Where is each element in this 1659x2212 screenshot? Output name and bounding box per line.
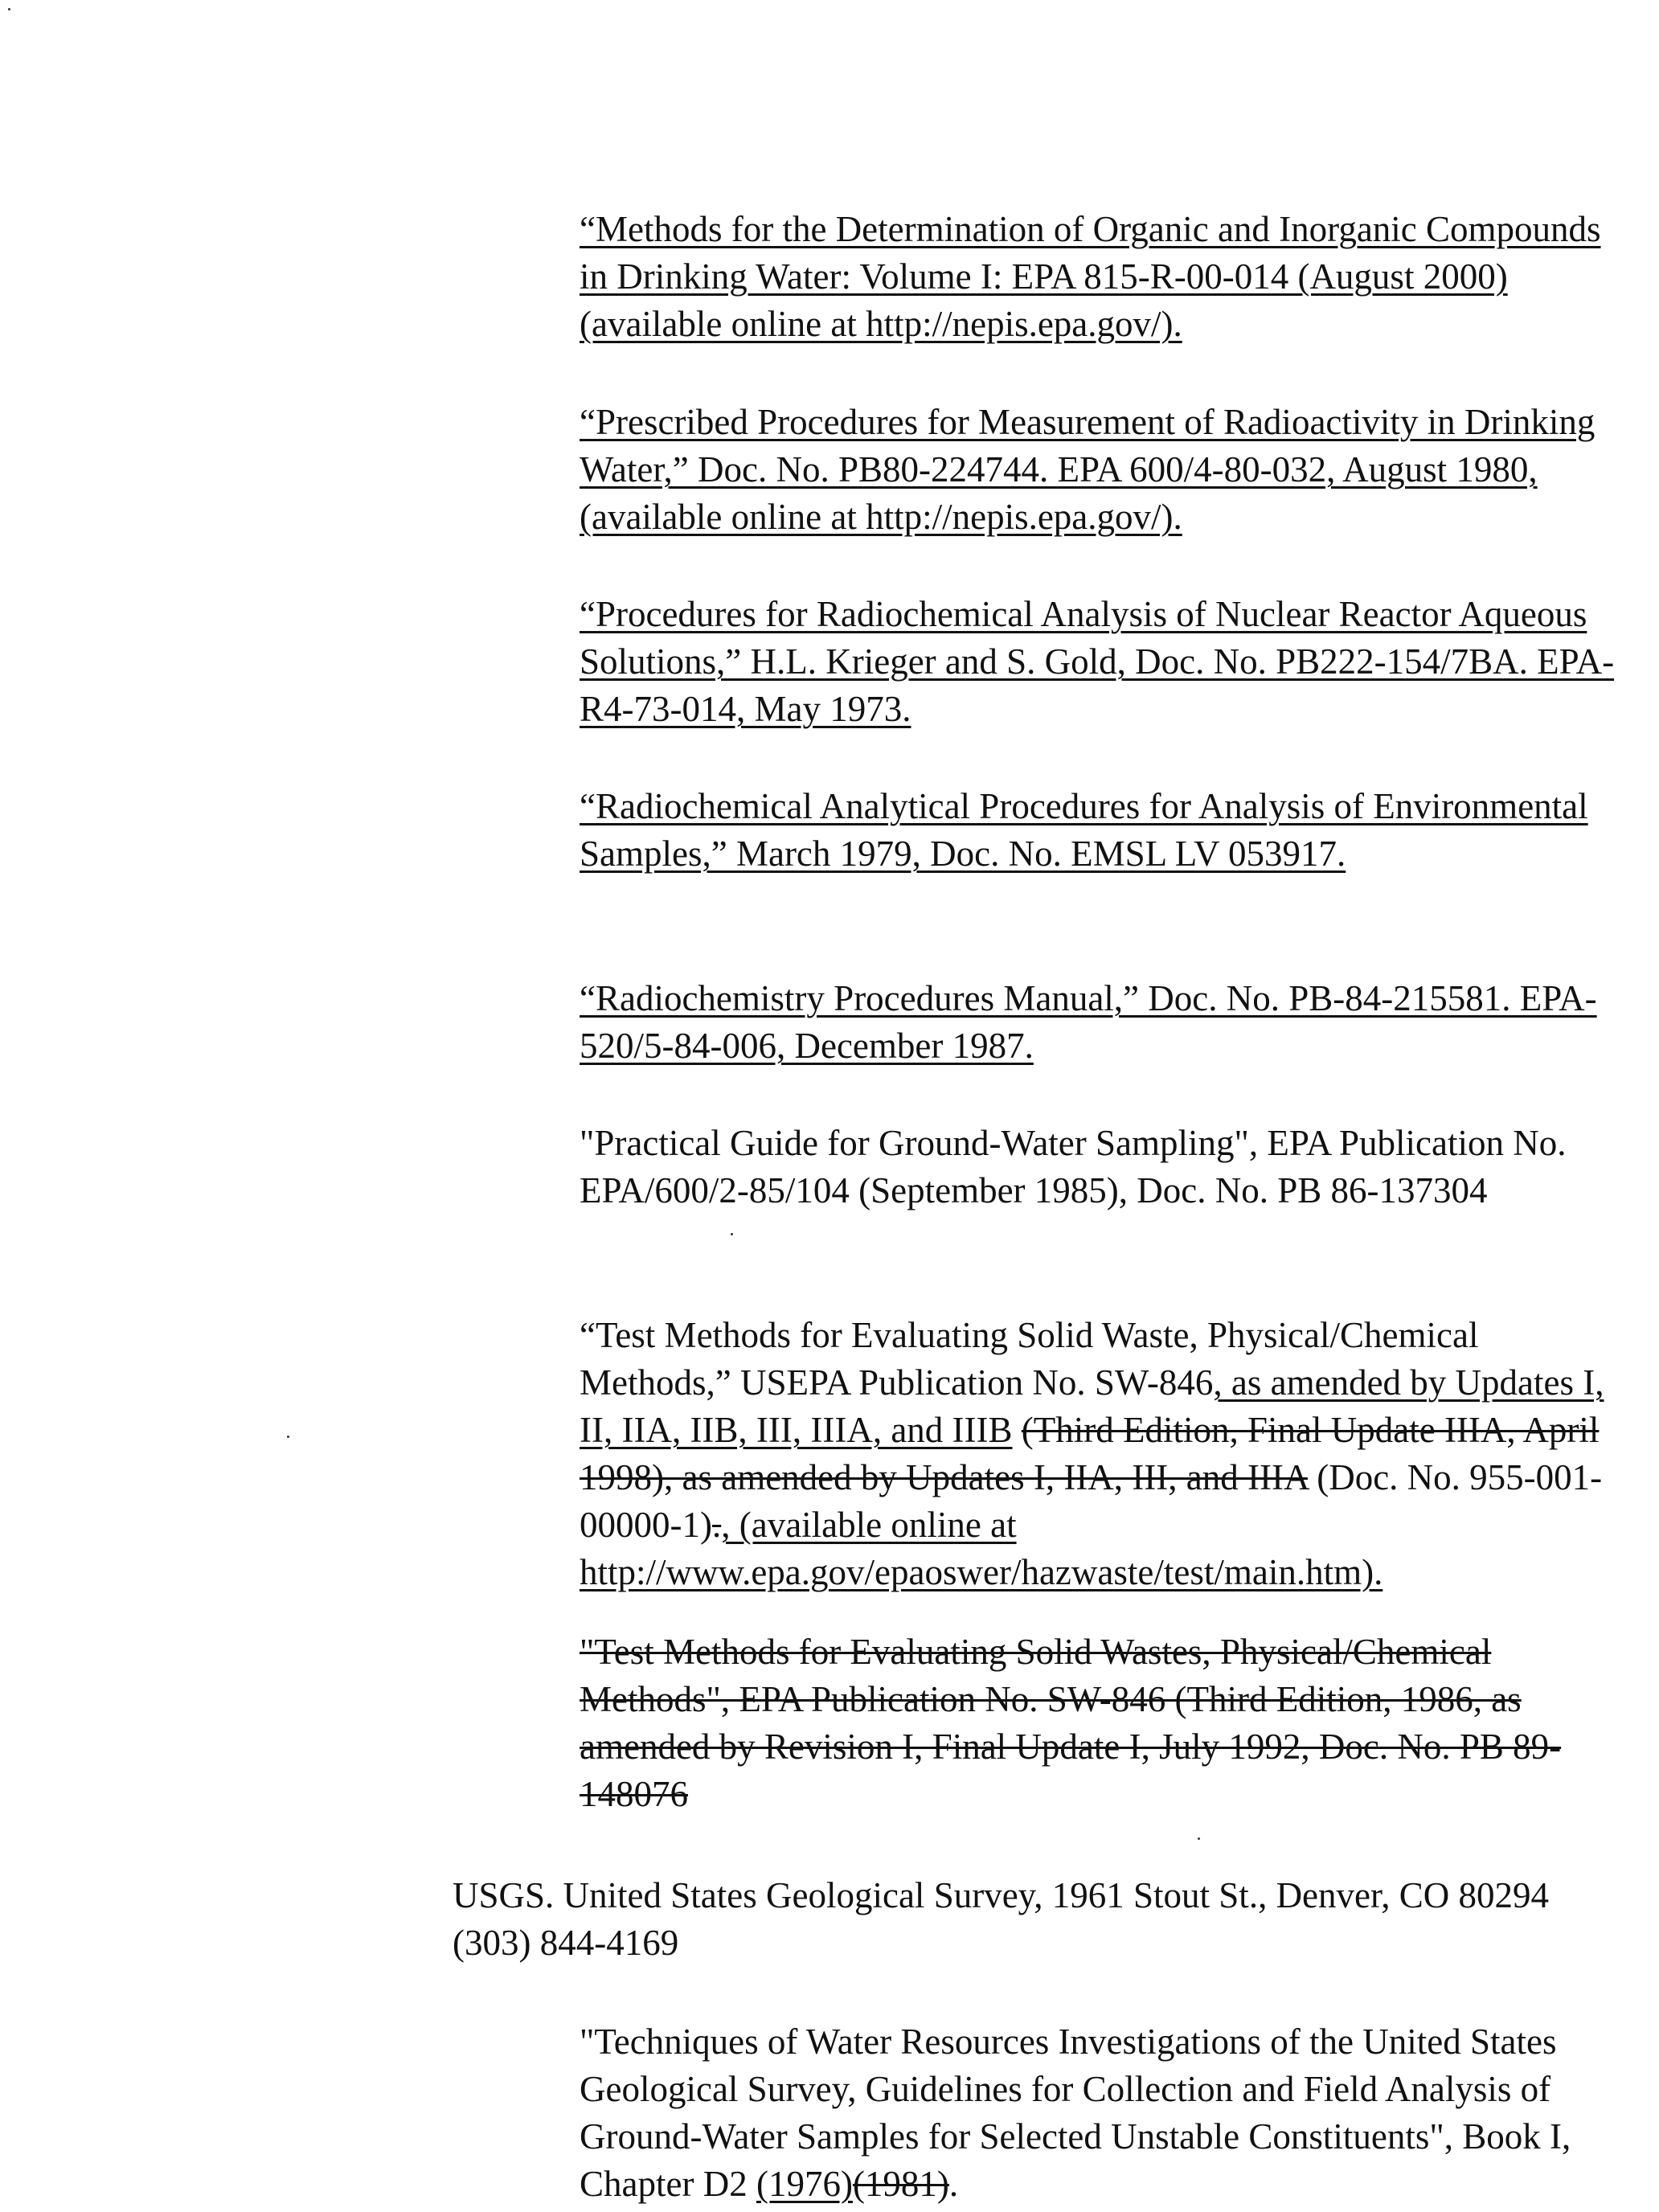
inserted-text: “Radiochemistry Procedures Manual,” Doc. No. PB-84-215581. EPA-520/5-84-006, December 1987. <box>580 978 1597 1066</box>
deleted-text: (1981) <box>852 2164 949 2204</box>
reference-radiochemistry-manual <box>580 975 1624 1070</box>
reference-text: "Techniques of Water Resources Investigations of the United States Geological Survey, Guidelines for Collection and Field Analysis of Ground-Water Samples for Selected Unstable Constituents", Book I, Chapter D2 <box>580 2022 1571 2204</box>
inserted-text: (1976) <box>756 2164 853 2204</box>
reference-test-methods-solid-waste <box>580 1312 1624 1596</box>
deleted-text: (Third Edition, Final Update IIIA, April 1998), as amended by Updates I, IIA, III, and IIIA <box>580 1410 1600 1497</box>
agency-text: USGS. United States Geological Survey, 1961 Stout St., Denver, CO 80294 (303) 844-4169 <box>453 1875 1549 1963</box>
reference-text: (Doc. No. 955-001-00000-1) <box>580 1457 1603 1545</box>
reference-deleted-solid-wastes <box>580 1628 1624 1818</box>
reference-methods-drinking-water <box>580 206 1624 348</box>
inserted-text: “Prescribed Procedures for Measurement of Radioactivity in Drinking Water,” Doc. No. PB80-224744. EPA 600/4-80-032, August 1980, (available online at http://nepis.epa.gov/). <box>580 402 1596 537</box>
scan-speck <box>1198 1837 1200 1840</box>
reference-nuclear-reactor-solutions <box>580 591 1624 733</box>
deleted-text: . <box>711 1505 722 1545</box>
reference-radioactivity-drinking-water <box>580 399 1624 541</box>
reference-text <box>1013 1410 1022 1450</box>
reference-water-resources-techniques <box>580 2018 1624 2208</box>
inserted-text: “Methods for the Determination of Organic and Inorganic Compounds in Drinking Water: Volume I: EPA 815-R-00-014 (August 2000) (available online at http://nepis.epa.gov/). <box>580 209 1601 344</box>
agency-usgs <box>453 1872 1610 1967</box>
inserted-text: , as amended by Updates I, II, IIA, IIB, III, IIIA, and IIIB <box>580 1362 1604 1450</box>
deleted-text: "Test Methods for Evaluating Solid Wastes, Physical/Chemical Methods", EPA Publication No. SW-846 (Third Edition, 1986, as amended by Revision I, Final Update I, July 1992, Doc. No. PB 89-148076 <box>580 1632 1562 1814</box>
reference-text: "Practical Guide for Ground-Water Sampling", EPA Publication No. EPA/600/2-85/104 (September 1985), Doc. No. PB 86-137304 <box>580 1123 1567 1210</box>
scan-speck <box>287 1436 289 1438</box>
reference-ground-water-sampling <box>580 1120 1624 1215</box>
reference-text: “Test Methods for Evaluating Solid Waste, Physical/Chemical Methods,” USEPA Publication No. SW-846 <box>580 1315 1479 1403</box>
inserted-text: “Radiochemical Analytical Procedures for Analysis of Environmental Samples,” March 1979, Doc. No. EMSL LV 053917. <box>580 786 1588 874</box>
inserted-text: “Procedures for Radiochemical Analysis of Nuclear Reactor Aqueous Solutions,” H.L. Krieger and S. Gold, Doc. No. PB222-154/7BA. EPA-R4-73-014, May 1973. <box>580 594 1615 729</box>
reference-environmental-samples <box>580 783 1624 878</box>
reference-text: . <box>948 2164 959 2204</box>
scan-speck <box>731 1233 733 1235</box>
scan-speck <box>8 8 10 10</box>
inserted-text: , (available online at http://www.epa.gov/epaoswer/hazwaste/test/main.htm). <box>580 1505 1383 1592</box>
